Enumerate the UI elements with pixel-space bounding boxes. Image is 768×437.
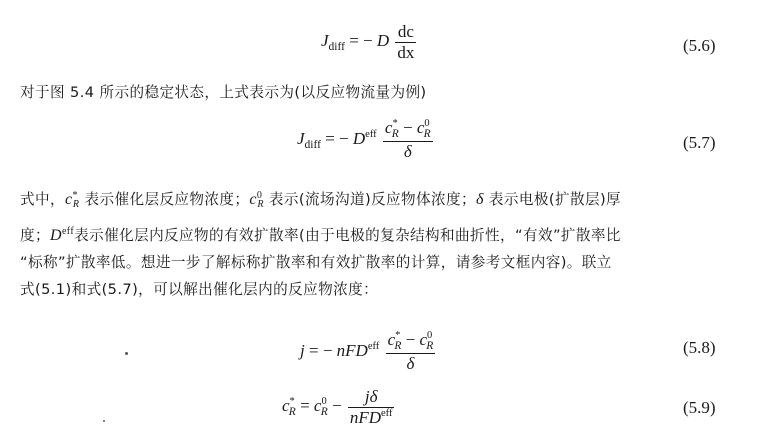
para2-part7: 表示催化层内反应物的有效扩散率(由于电极的复杂结构和曲折性，“有效”扩散率比 [74,227,621,244]
para2-part8: “标称”扩散率低。想进一步了解标称扩散率和有效扩散率的计算，请参考文框内容)。联立 [20,254,612,271]
eq-5-7-denominator [383,142,433,162]
eq-5-9-minus: − [332,395,346,415]
paragraph-definitions [20,182,755,303]
eq-5-7-minus: − [398,118,417,137]
eq-5-8-num-b-sup: 0 [427,330,433,341]
eq-5-7-num-a-sub: R [391,128,399,140]
eq-5-7-lhs-sub: diff [304,138,321,151]
equation-5-6 [321,22,418,62]
eq-5-8-num-b-sub: R [426,340,434,352]
para2-part5: 表示电极(扩散层)厚 [488,191,622,208]
para2-zero: 0 [256,190,263,201]
eq-5-8-lhs: j [300,340,305,360]
eq-5-9-rhs-a-sup: 0 [321,395,327,407]
para2-part9: 式(5.1)和式(5.7)，可以解出催化层内的反应物浓度： [20,281,379,298]
eq-5-6-rel: = − [349,30,373,50]
eq-5-7-num-a-sup: * [392,118,398,129]
para2-R1: R [72,199,80,210]
eq-5-8-num-a: c [387,330,396,349]
eq-5-9-denominator [348,408,395,428]
eq-5-9-lhs-sup: * [289,395,295,407]
eq-5-6-number: (5.6) [683,36,716,55]
eq-5-8-num-b: c [419,330,428,349]
eq-5-8-number: (5.8) [683,338,716,357]
eq-5-9-fraction [348,387,395,427]
equation-5-8 [300,330,437,374]
eq-5-7-den: δ [403,142,412,162]
eq-5-9-numerator [348,387,395,408]
eq-5-9-den: nFD [349,407,382,427]
eq-5-8-rel: = − [308,340,333,360]
eq-5-8-minus: − [401,330,420,349]
eq-5-6-coef: D [376,30,390,50]
eq-5-6-numerator: dc [395,22,416,43]
eq-5-7-numerator [383,118,433,142]
eq-5-6-lhs-sub: diff [328,40,345,53]
eq-5-7-num-b-sup: 0 [424,118,430,129]
eq-5-7-num-b-sub: R [423,128,431,140]
eq-5-8-num-a-sup: * [395,330,401,341]
equation-5-7 [297,118,435,162]
para2-part2: 表示催化层反应物浓度； [84,191,250,208]
eq-5-6-fraction [395,22,416,62]
para2-var-c-zero: c [249,191,257,208]
para2-part1: 式中， [20,191,65,208]
para2-part6: 度； [20,227,50,244]
eq-5-9-num: jδ [364,387,378,406]
eq-5-9-lhs: c [282,395,290,415]
eq-5-8-coef: nFD [336,340,368,360]
eq-5-9-rhs-a-sub: R [320,405,328,418]
paragraph-intro: 对于图 5.4 所示的稳定状态，上式表示为(以反应物流量为例) [20,84,427,101]
eq-5-8-coef-sup: eff [367,340,380,352]
para2-star: * [72,190,78,201]
para2-part3: 表示(流场沟道)反应物体浓度； [268,191,476,208]
para2-R2: R [257,199,264,210]
eq-5-9-lhs-sub: R [288,405,296,418]
eq-5-8-denominator [386,354,436,374]
eq-5-8-den: δ [406,354,415,374]
eq-5-7-num-b: c [416,118,425,137]
equation-5-9 [282,387,396,427]
para2-var-D: D [50,227,62,244]
para2-var-c-star: c [64,191,73,208]
cropped-top-line [110,0,670,5]
eq-5-9-number: (5.9) [683,398,716,417]
eq-5-7-lhs: J [297,128,305,148]
eq-5-7-coef: D [352,128,366,148]
para2-eff: eff [61,226,75,237]
eq-5-6-lhs: J [321,30,329,50]
eq-5-9-den-sup: eff [381,407,393,419]
scan-speck [103,420,105,422]
eq-5-8-fraction [386,330,436,374]
eq-5-7-number: (5.7) [683,133,716,152]
eq-5-9-rel: = [300,395,310,415]
eq-5-8-numerator [386,330,436,354]
eq-5-8-num-a-sub: R [394,340,402,352]
eq-5-7-rel: = − [325,128,349,148]
eq-5-7-num-a: c [384,118,393,137]
eq-5-6-denominator: dx [397,42,415,62]
scan-speck [125,352,128,355]
para2-delta: δ [476,191,484,208]
eq-5-7-fraction [383,118,433,162]
eq-5-9-rhs-a: c [313,395,322,415]
eq-5-7-coef-sup: eff [365,128,377,140]
